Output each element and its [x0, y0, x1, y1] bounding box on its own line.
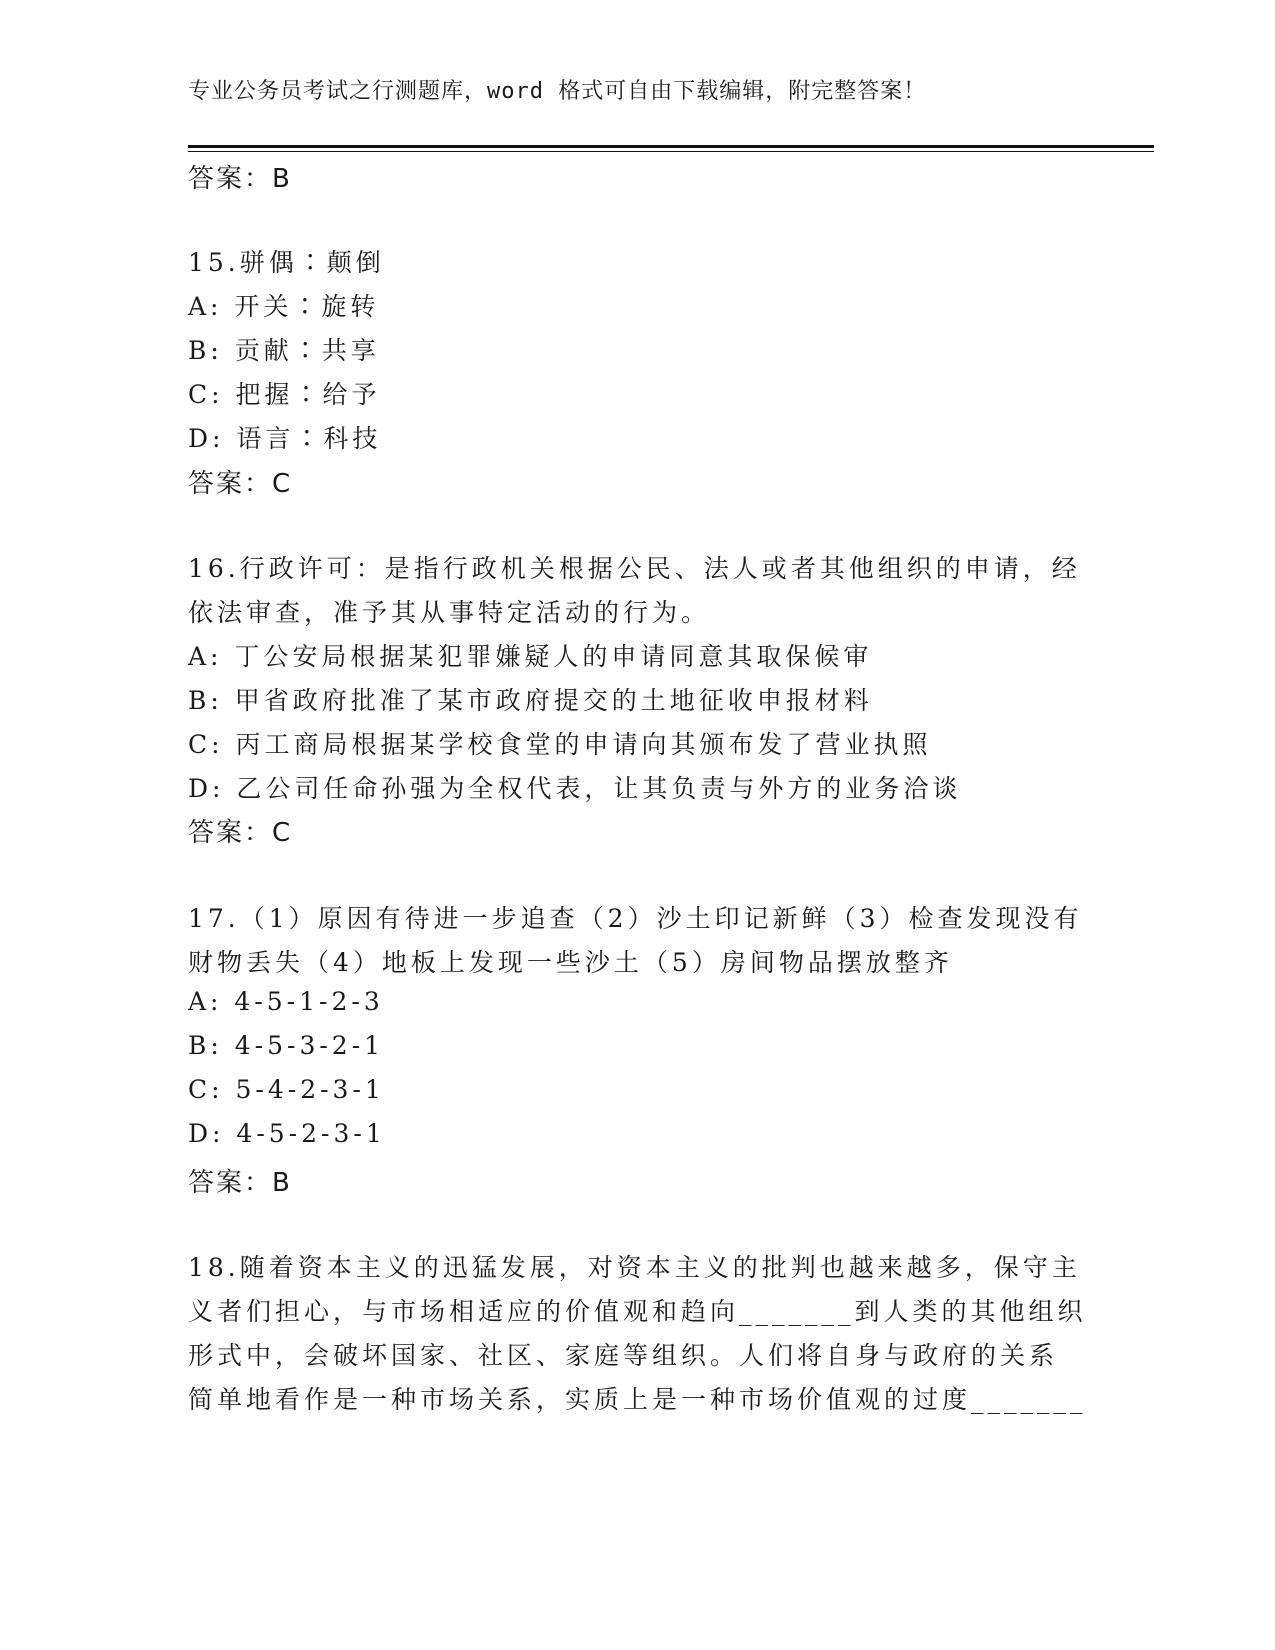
question-18-stem-line-2: 义者们担心，与市场相适应的价值观和趋向_______到人类的其他组织: [188, 1297, 1087, 1326]
question-17-option-a: A: 4-5-1-2-3: [188, 987, 384, 1016]
question-15-answer: 答案：C: [188, 469, 293, 499]
question-15-option-d: D: 语言∶科技: [188, 424, 382, 453]
header-rule-thin: [188, 151, 1154, 152]
question-16-stem-line-1: 16.行政许可：是指行政机关根据公民、法人或者其他组织的申请，经: [188, 554, 1081, 583]
question-15-stem: 15.骈偶∶颠倒: [188, 248, 385, 277]
question-18-stem-line-4: 简单地看作是一种市场关系，实质上是一种市场价值观的过度_______: [188, 1385, 1087, 1414]
question-18-stem-line-3: 形式中，会破坏国家、社区、家庭等组织。人们将自身与政府的关系: [188, 1341, 1059, 1370]
question-16-option-b: B: 甲省政府批准了某市政府提交的土地征收申报材料: [188, 686, 873, 715]
question-18-stem-line-1: 18.随着资本主义的迅猛发展，对资本主义的批判也越来越多，保守主: [188, 1253, 1081, 1282]
question-16-option-c: C: 丙工商局根据某学校食堂的申请向其颁布发了营业执照: [188, 730, 932, 759]
question-17-answer: 答案：B: [188, 1168, 292, 1198]
question-17-option-d: D: 4-5-2-3-1: [188, 1119, 386, 1148]
answer-line: 答案：B: [188, 164, 292, 194]
question-16-option-a: A: 丁公安局根据某犯罪嫌疑人的申请同意其取保候审: [188, 642, 873, 671]
question-17-option-b: B: 4-5-3-2-1: [188, 1031, 385, 1060]
question-16-answer: 答案：C: [188, 818, 293, 848]
question-17-stem-line-2: 财物丢失（4）地板上发现一些沙土（5）房间物品摆放整齐: [188, 948, 953, 977]
question-17-option-c: C: 5-4-2-3-1: [188, 1075, 385, 1104]
question-15-option-a: A: 开关∶旋转: [188, 292, 380, 321]
question-16-stem-line-2: 依法审查，准予其从事特定活动的行为。: [188, 598, 711, 627]
question-16-option-d: D: 乙公司任命孙强为全权代表，让其负责与外方的业务洽谈: [188, 774, 962, 803]
question-17-stem-line-1: 17.（1）原因有待进一步追查（2）沙土印记新鲜（3）检查发现没有: [188, 904, 1083, 933]
question-15-option-c: C: 把握∶给予: [188, 380, 381, 409]
header-rule-thick: [188, 145, 1154, 148]
page-header: 专业公务员考试之行测题库，word 格式可自由下载编辑，附完整答案！: [188, 79, 927, 104]
question-15-option-b: B: 贡献∶共享: [188, 336, 380, 365]
